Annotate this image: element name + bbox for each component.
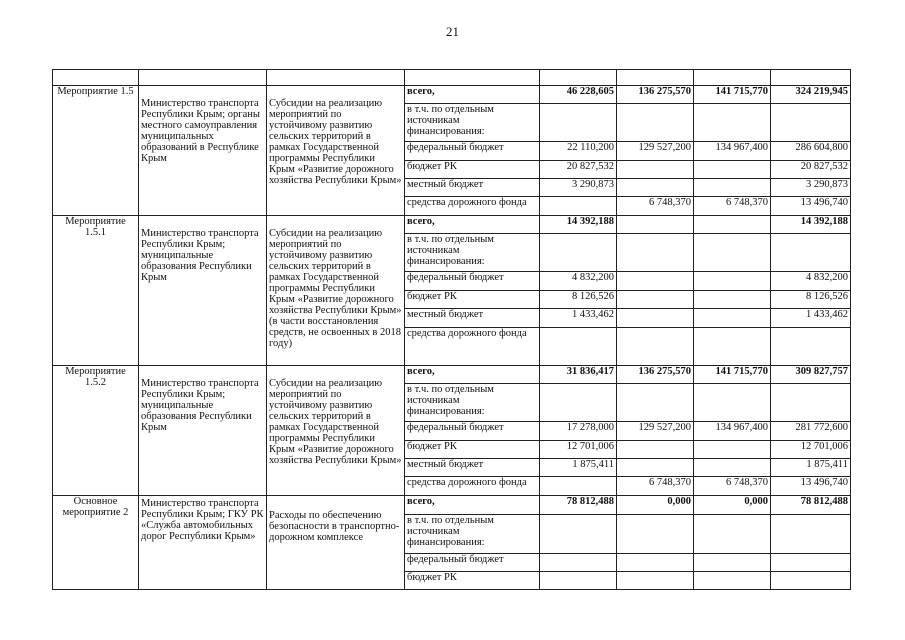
total-cell: 1 433,462 (771, 309, 851, 328)
amount-cell (540, 328, 617, 366)
source-cell: местный бюджет (405, 309, 540, 328)
amount-cell: 4 832,200 (540, 272, 617, 291)
total-cell: 12 701,006 (771, 441, 851, 459)
amount-cell (540, 234, 617, 272)
total-cell: 1 875,411 (771, 459, 851, 477)
amount-cell: 134 967,400 (694, 142, 771, 161)
source-cell: в т.ч. по отдельным источникам финансирования: (405, 384, 540, 422)
executor-cell: Министерство транспорта Республики Крым; органы местного самоуправления муниципальных образований в Республике Крым (139, 86, 267, 216)
source-cell: бюджет РК (405, 441, 540, 459)
amount-cell: 31 836,417 (540, 366, 617, 384)
total-cell: 309 827,757 (771, 366, 851, 384)
amount-cell (540, 477, 617, 496)
amount-cell: 20 827,532 (540, 161, 617, 179)
amount-cell: 3 290,873 (540, 179, 617, 197)
amount-cell (540, 197, 617, 216)
amount-cell: 6 748,370 (617, 197, 694, 216)
source-cell: бюджет РК (405, 161, 540, 179)
executor-cell: Министерство транспорта Республики Крым; ГКУ РК «Служба автомобильных дорог Республики Крым» (139, 496, 267, 590)
table-row-total (53, 86, 851, 104)
page-number: 21 (446, 24, 459, 39)
source-cell: федеральный бюджет (405, 422, 540, 441)
amount-cell: 129 527,200 (617, 142, 694, 161)
total-cell (771, 384, 851, 422)
amount-cell (694, 161, 771, 179)
description-cell: Субсидии на реализацию мероприятий по устойчивому развитию сельских территорий в рамках Государственной программы Республики Крым «Развитие дорожного хозяйства Республики Крым» (в части восстановления средств, не освоенных в 2018 году) (267, 216, 405, 366)
amount-cell: 141 715,770 (694, 366, 771, 384)
source-cell: всего, (405, 496, 540, 515)
amount-cell (694, 515, 771, 554)
amount-cell: 136 275,570 (617, 86, 694, 104)
amount-cell (617, 459, 694, 477)
amount-cell (617, 309, 694, 328)
amount-cell (617, 554, 694, 572)
description-cell: Расходы по обеспечению безопасности в транспортно-дорожном комплексе (267, 496, 405, 590)
amount-cell: 0,000 (694, 496, 771, 515)
source-cell: федеральный бюджет (405, 554, 540, 572)
total-cell: 286 604,800 (771, 142, 851, 161)
amount-cell: 1 875,411 (540, 459, 617, 477)
measure-cell: Мероприятие 1.5 (53, 86, 139, 216)
source-cell: средства дорожного фонда (405, 328, 540, 366)
total-cell: 14 392,188 (771, 216, 851, 234)
amount-cell: 134 967,400 (694, 422, 771, 441)
amount-cell: 129 527,200 (617, 422, 694, 441)
amount-cell (694, 554, 771, 572)
total-cell (771, 104, 851, 142)
source-cell: бюджет РК (405, 572, 540, 590)
measure-cell: Основное мероприятие 2 (53, 496, 139, 590)
amount-cell (694, 459, 771, 477)
total-cell: 4 832,200 (771, 272, 851, 291)
amount-cell (694, 291, 771, 309)
total-cell (771, 572, 851, 590)
source-cell: средства дорожного фонда (405, 197, 540, 216)
amount-cell (694, 179, 771, 197)
amount-cell (617, 234, 694, 272)
amount-cell (540, 515, 617, 554)
total-cell: 3 290,873 (771, 179, 851, 197)
amount-cell (617, 161, 694, 179)
amount-cell (694, 572, 771, 590)
amount-cell (617, 272, 694, 291)
total-cell (771, 328, 851, 366)
amount-cell: 46 228,605 (540, 86, 617, 104)
source-cell: средства дорожного фонда (405, 477, 540, 496)
measure-cell: Мероприятие 1.5.2 (53, 366, 139, 496)
amount-cell: 22 110,200 (540, 142, 617, 161)
source-cell: в т.ч. по отдельным источникам финансирования: (405, 234, 540, 272)
total-cell: 324 219,945 (771, 86, 851, 104)
description-cell: Субсидии на реализацию мероприятий по устойчивому развитию сельских территорий в рамках Государственной программы Республики Крым «Развитие дорожного хозяйства Республики Крым» (267, 366, 405, 496)
table-row-total (53, 496, 851, 515)
total-cell: 20 827,532 (771, 161, 851, 179)
amount-cell: 0,000 (617, 496, 694, 515)
amount-cell: 78 812,488 (540, 496, 617, 515)
table-row-total (53, 366, 851, 384)
amount-cell: 1 433,462 (540, 309, 617, 328)
budget-table (52, 69, 851, 590)
amount-cell: 17 278,000 (540, 422, 617, 441)
amount-cell (694, 328, 771, 366)
amount-cell (617, 179, 694, 197)
measure-cell: Мероприятие 1.5.1 (53, 216, 139, 366)
amount-cell (617, 104, 694, 142)
source-cell: федеральный бюджет (405, 272, 540, 291)
amount-cell (540, 572, 617, 590)
amount-cell (694, 309, 771, 328)
amount-cell (617, 384, 694, 422)
total-cell (771, 515, 851, 554)
total-cell: 8 126,526 (771, 291, 851, 309)
total-cell: 13 496,740 (771, 197, 851, 216)
budget-table-body (53, 70, 851, 590)
source-cell: федеральный бюджет (405, 142, 540, 161)
amount-cell (694, 441, 771, 459)
source-cell: местный бюджет (405, 179, 540, 197)
source-cell: местный бюджет (405, 459, 540, 477)
amount-cell (694, 384, 771, 422)
executor-cell: Министерство транспорта Республики Крым; муниципальные образования Республики Крым (139, 366, 267, 496)
amount-cell (540, 384, 617, 422)
amount-cell (694, 234, 771, 272)
amount-cell: 136 275,570 (617, 366, 694, 384)
amount-cell: 6 748,370 (694, 197, 771, 216)
amount-cell (694, 272, 771, 291)
amount-cell (540, 104, 617, 142)
total-cell: 78 812,488 (771, 496, 851, 515)
amount-cell (617, 328, 694, 366)
source-cell: в т.ч. по отдельным источникам финансирования: (405, 515, 540, 554)
amount-cell: 141 715,770 (694, 86, 771, 104)
source-cell: всего, (405, 86, 540, 104)
amount-cell (617, 572, 694, 590)
amount-cell (694, 104, 771, 142)
total-cell (771, 554, 851, 572)
amount-cell (540, 554, 617, 572)
amount-cell: 14 392,188 (540, 216, 617, 234)
amount-cell (617, 291, 694, 309)
amount-cell (617, 216, 694, 234)
total-cell (771, 234, 851, 272)
description-cell: Субсидии на реализацию мероприятий по устойчивому развитию сельских территорий в рамках Государственной программы Республики Крым «Развитие дорожного хозяйства Республики Крым» (267, 86, 405, 216)
amount-cell (617, 441, 694, 459)
total-cell: 13 496,740 (771, 477, 851, 496)
amount-cell (617, 515, 694, 554)
amount-cell: 6 748,370 (617, 477, 694, 496)
source-cell: бюджет РК (405, 291, 540, 309)
amount-cell (694, 216, 771, 234)
table-header-row (53, 70, 851, 86)
amount-cell: 6 748,370 (694, 477, 771, 496)
total-cell: 281 772,600 (771, 422, 851, 441)
table-row-total (53, 216, 851, 234)
source-cell: всего, (405, 366, 540, 384)
executor-cell: Министерство транспорта Республики Крым; муниципальные образования Республики Крым (139, 216, 267, 366)
amount-cell: 12 701,006 (540, 441, 617, 459)
source-cell: всего, (405, 216, 540, 234)
source-cell: в т.ч. по отдельным источникам финансирования: (405, 104, 540, 142)
amount-cell: 8 126,526 (540, 291, 617, 309)
